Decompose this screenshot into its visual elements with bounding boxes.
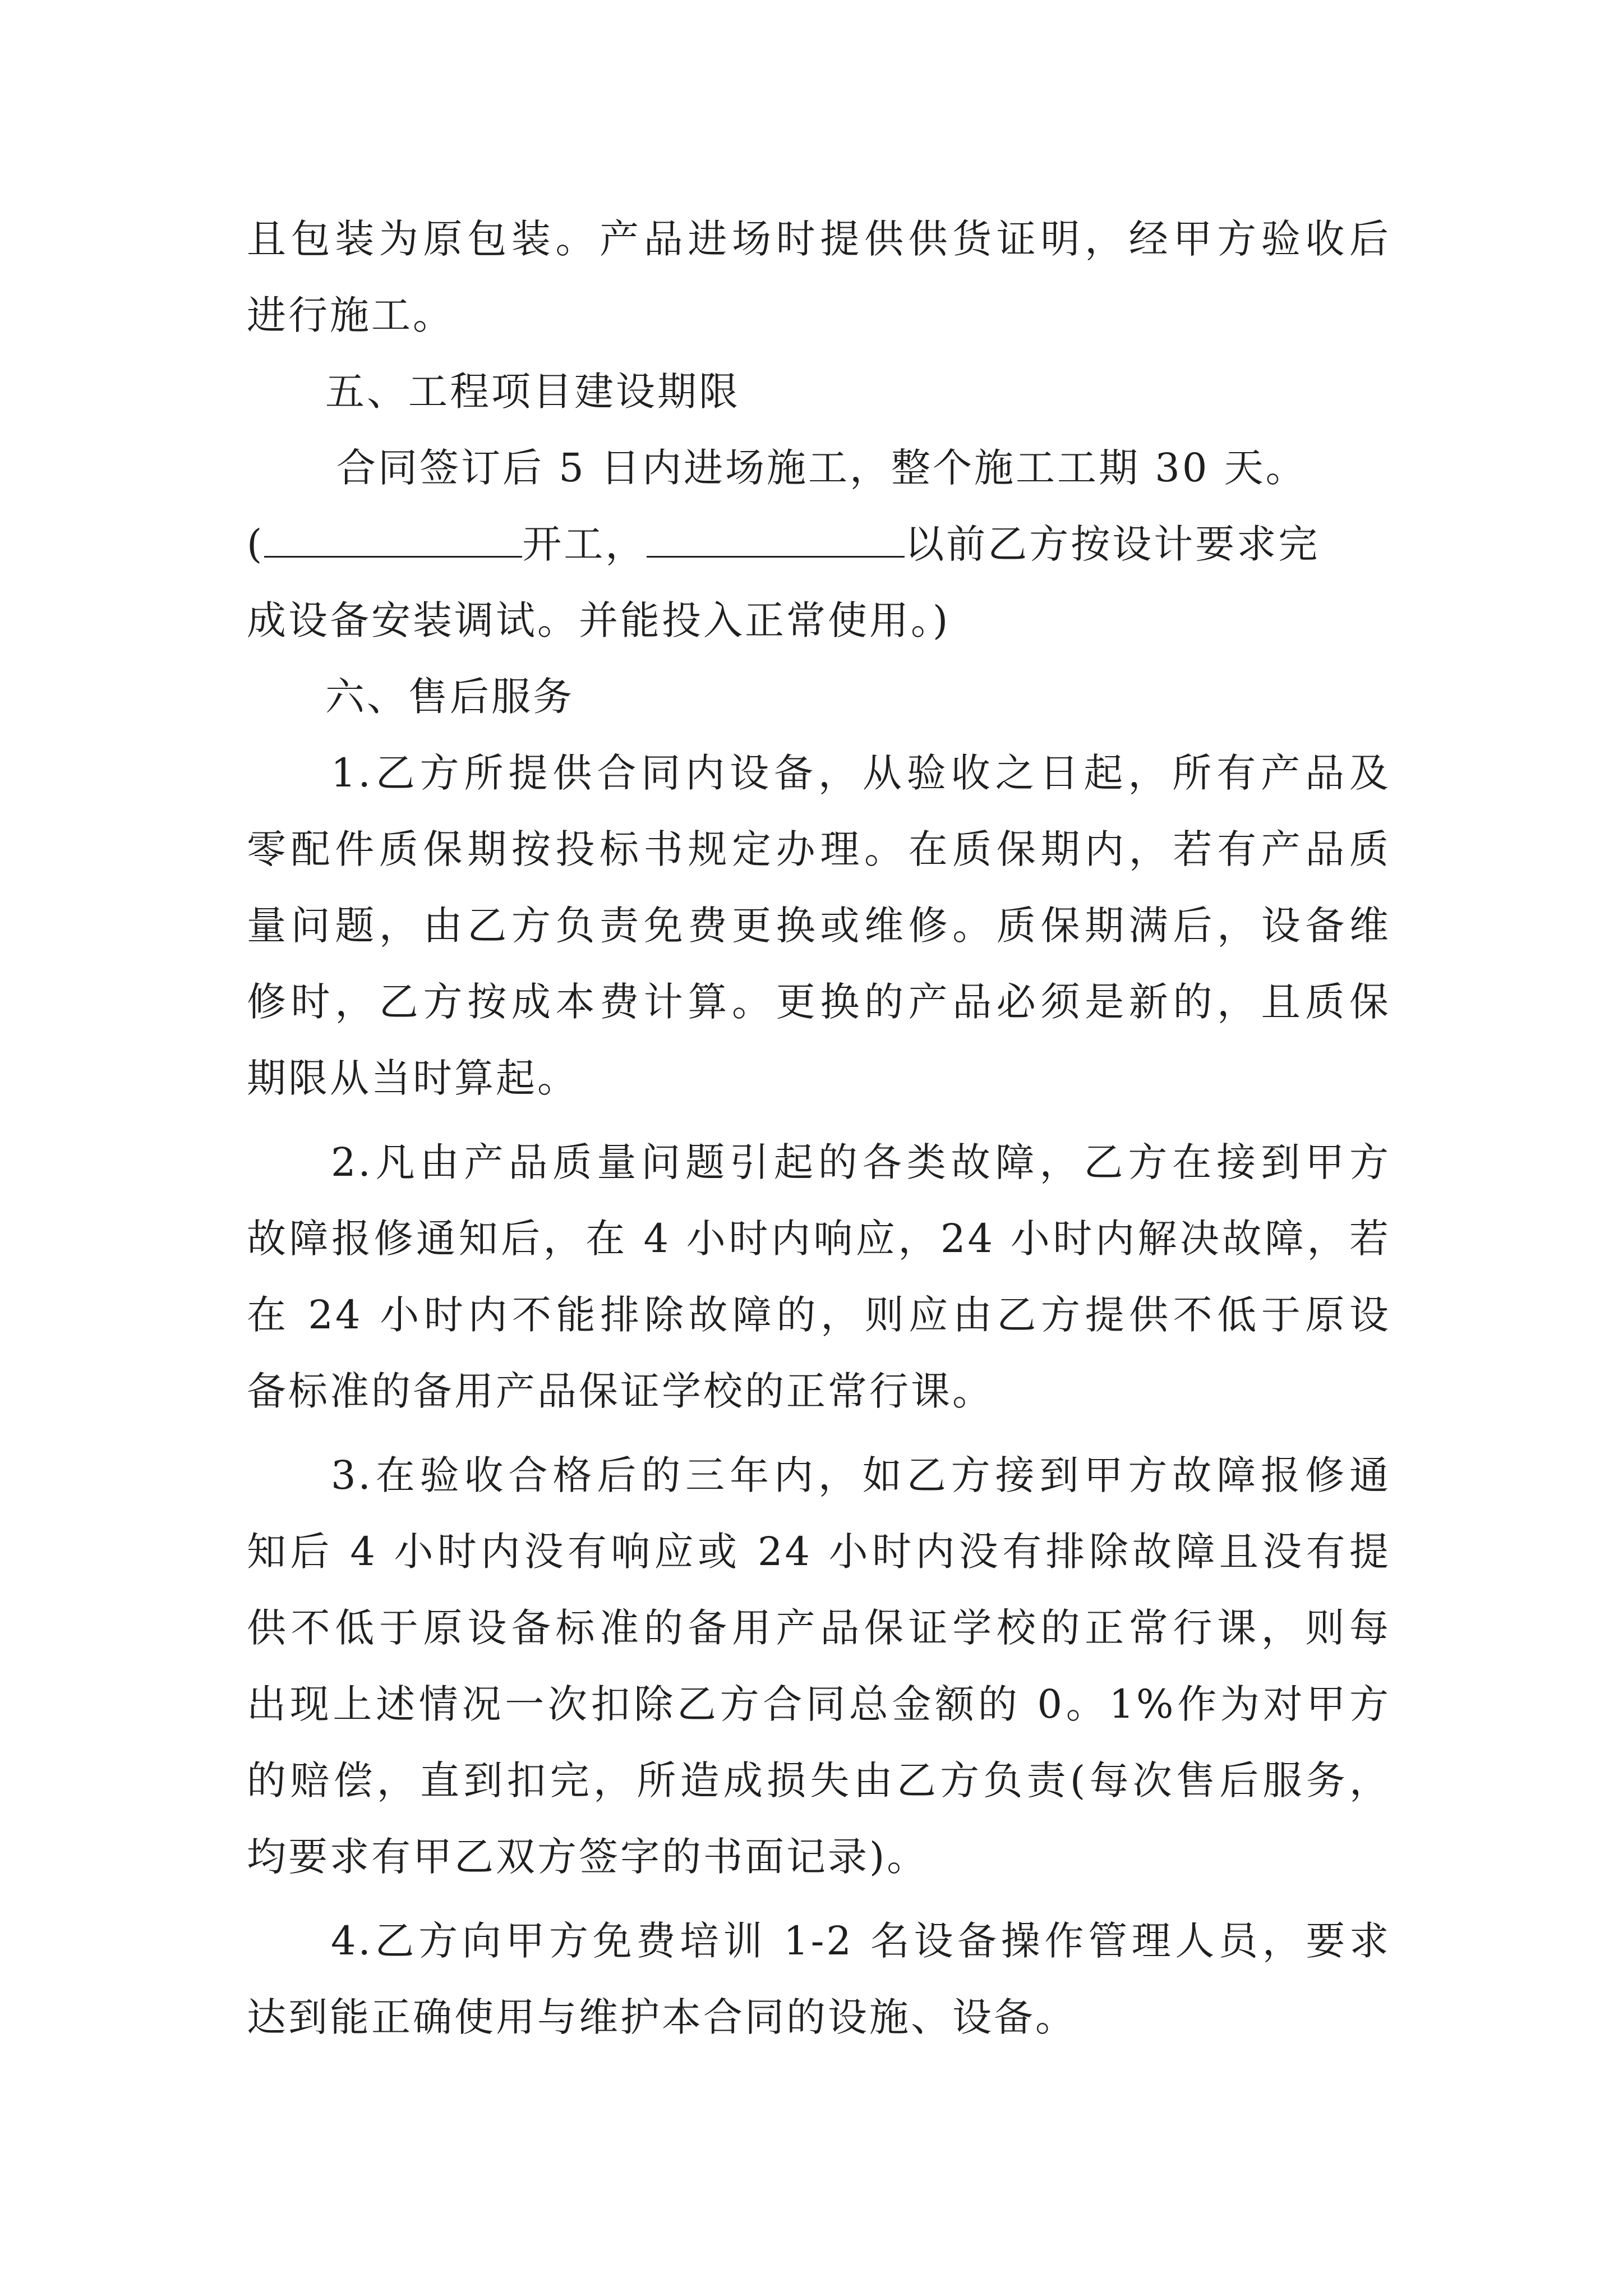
text-line: 出现上述情况一次扣除乙方合同总金额的 0。1%作为对甲方 bbox=[247, 1681, 1391, 1727]
text-line: 知后 4 小时内没有响应或 24 小时内没有排除故障且没有提 bbox=[247, 1529, 1391, 1575]
text-line: 修时，乙方按成本费计算。更换的产品必须是新的，且质保 bbox=[247, 979, 1391, 1025]
text-line-with-blanks bbox=[247, 506, 1391, 582]
text-line: 的赔偿，直到扣完，所造成损失由乙方负责(每次售后服务， bbox=[247, 1757, 1391, 1803]
text-line: 成设备安装调试。并能投入正常使用。) bbox=[247, 597, 951, 643]
text-line: 期限从当时算起。 bbox=[247, 1055, 579, 1101]
text-line: 供不低于原设备标准的备用产品保证学校的正常行课，则每 bbox=[247, 1605, 1391, 1651]
text-fragment: 以前乙方按设计要求完 bbox=[905, 521, 1320, 567]
section-heading: 五、工程项目建设期限 bbox=[325, 369, 740, 415]
text-line: 备标准的备用产品保证学校的正常行课。 bbox=[247, 1368, 994, 1414]
text-line: 且包装为原包装。产品进场时提供供货证明，经甲方验收后 bbox=[247, 216, 1391, 262]
text-line: 故障报修通知后，在 4 小时内响应，24 小时内解决故障，若 bbox=[247, 1216, 1391, 1262]
text-line: 2.凡由产品质量问题引起的各类故障，乙方在接到甲方 bbox=[331, 1139, 1391, 1185]
open-paren: ( bbox=[247, 521, 265, 567]
text-line: 合同签订后 5 日内进场施工，整个施工工期 30 天。 bbox=[336, 445, 1307, 491]
text-line: 3.在验收合格后的三年内，如乙方接到甲方故障报修通 bbox=[331, 1452, 1391, 1498]
section-heading: 六、售后服务 bbox=[325, 674, 574, 720]
text-line: 量问题，由乙方负责免费更换或维修。质保期满后，设备维 bbox=[247, 903, 1391, 949]
text-line: 零配件质保期按投标书规定办理。在质保期内，若有产品质 bbox=[247, 826, 1391, 872]
text-line: 达到能正确使用与维护本合同的设施、设备。 bbox=[247, 1994, 1077, 2040]
text-line: 进行施工。 bbox=[247, 292, 454, 338]
text-fragment: 开工， bbox=[522, 521, 647, 567]
start-date-blank bbox=[264, 516, 522, 558]
finish-date-blank bbox=[647, 516, 905, 558]
text-line: 1.乙方所提供合同内设备，从验收之日起，所有产品及 bbox=[331, 750, 1391, 796]
text-line: 在 24 小时内不能排除故障的，则应由乙方提供不低于原设 bbox=[247, 1292, 1391, 1338]
text-line: 4.乙方向甲方免费培训 1-2 名设备操作管理人员，要求 bbox=[331, 1918, 1391, 1964]
text-line: 均要求有甲乙双方签字的书面记录)。 bbox=[247, 1834, 929, 1880]
